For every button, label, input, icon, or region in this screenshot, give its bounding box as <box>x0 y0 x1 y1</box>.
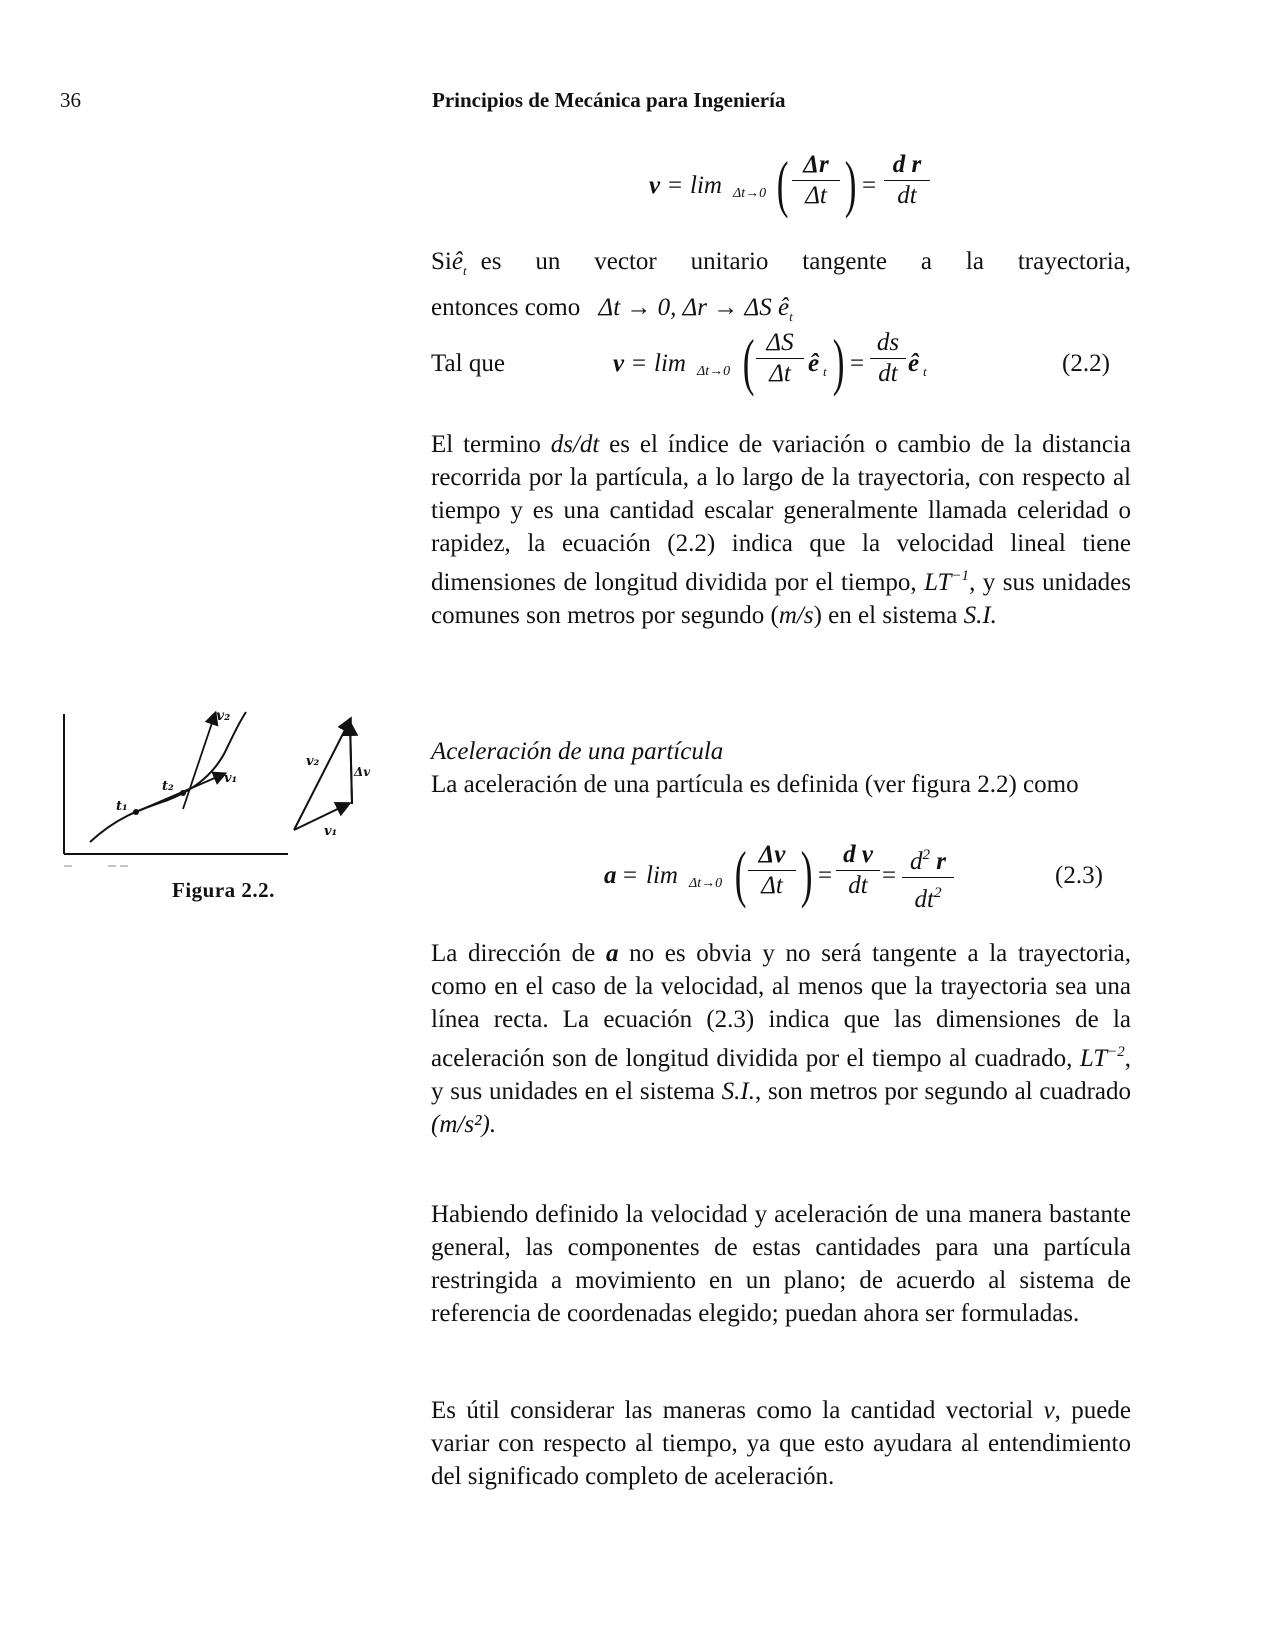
p1-line2: entonces como <box>431 294 581 321</box>
figure-caption: Figura 2.2. <box>172 878 275 902</box>
label-v2-top: v₂ <box>216 708 231 724</box>
eq3-lim: lim <box>646 862 678 889</box>
p5-text-b: , puede variar con respecto al tiempo, ya que esto ayudara al entendimiento del significado completo de aceleración. <box>431 1397 1131 1490</box>
p3-text-a: La dirección de <box>431 940 606 967</box>
label-v2-tri: v₂ <box>306 754 320 769</box>
p3-text-c: , y sus unidades en el sistema <box>431 1045 1131 1105</box>
label-v1: v₁ <box>224 771 238 786</box>
p3-text-d: , son metros por segundo al cuadrado <box>754 1078 1132 1105</box>
eq3-den: Δt <box>761 872 783 899</box>
eq1-den: Δt <box>805 182 827 209</box>
p1-si: Si <box>431 248 452 275</box>
eq2-mid-sub: t <box>823 364 827 379</box>
page-number: 36 <box>60 88 81 112</box>
eq2-rhs-num: ds <box>870 328 906 359</box>
vector-v1 <box>136 774 224 812</box>
p3-lt: LT <box>1079 1045 1108 1072</box>
eq3-rhs-num: $d^2$ r <box>902 840 954 878</box>
p2-lt-exp: −1 <box>951 568 970 584</box>
p2-text-c: , y sus unidades comunes son metros por segundo ( <box>431 569 1132 629</box>
label-t2: t₂ <box>162 779 174 794</box>
paragraph-unit-tangent <box>431 245 1131 333</box>
eq2-num: ΔS <box>756 328 804 359</box>
p5-v-symbol: v <box>1043 1397 1055 1424</box>
eq2-lim: lim <box>654 350 686 377</box>
running-header: Principios de Mecánica para Ingeniería <box>432 88 786 112</box>
eq2-rhs-den: dt <box>878 360 898 387</box>
eq3-lhs: a <box>604 862 617 889</box>
label-t1: t₁ <box>116 799 128 814</box>
eq1-lim-sub: Δt→0 <box>733 186 767 201</box>
eq2-den: Δt <box>769 360 791 387</box>
paragraph-components <box>431 1198 1131 1330</box>
figure-2-2 <box>56 700 406 870</box>
eq3-lim-sub: Δt→0 <box>689 876 723 891</box>
p3-text-b: no es obvia y no será tangente a la trayectoria, como en el caso de la velocidad, al menos que la trayectoria sea una línea recta. La ecuación (2.3) indica que las dimensiones de la aceleración son de longitud dividida por el tiempo al cuadrado, <box>431 940 1132 1072</box>
p2-text-a: El termino <box>431 431 551 458</box>
trajectory-curve <box>90 712 246 842</box>
p4-text: Habiendo definido la velocidad y aceleración de una manera bastante general, las componentes de estas cantidades para una partícula restringida a movimiento en un plano; de acuerdo al sistema de referencia de coordenadas elegido; puedan ahora ser formuladas. <box>431 1201 1131 1327</box>
section-acceleration <box>431 735 1131 801</box>
p2-text-d: ) en el sistema <box>813 602 964 629</box>
p3-lt-exp: −2 <box>1107 1044 1125 1060</box>
eq2-lhs: v <box>613 350 625 377</box>
p2-text-b: es el índice de variación o cambio de la distancia recorrida por la partícula, a lo largo de la trayectoria, con respecto al tiempo y es una cantidad escalar generalmente llamada celeridad o rapidez, la ecuación (2.2) indica que la velocidad lineal tiene dimensiones de longitud dividida por el tiempo, <box>431 431 1131 596</box>
eq2-label: Tal que <box>431 350 505 377</box>
eq2-number: (2.2) <box>1062 350 1110 377</box>
eq1-rhs-den: dt <box>897 182 917 209</box>
p1-limit-sub: t <box>789 309 793 324</box>
p3-si: S.I. <box>721 1078 755 1105</box>
vector-v2 <box>183 714 215 809</box>
p3-units: (m/s²). <box>431 1111 497 1138</box>
eq1-num: Δr <box>792 150 840 181</box>
eq1-rhs-num: d r <box>884 150 930 181</box>
section-intro: La aceleración de una partícula es definida (ver figura 2.2) como <box>431 771 1079 798</box>
eq1-lhs: v <box>649 172 661 199</box>
p5-text-a: Es útil considerar las maneras como la cantidad vectorial <box>431 1397 1044 1424</box>
triangle-v1 <box>294 804 348 830</box>
paragraph-speed <box>431 428 1131 632</box>
p1-limit-math: Δt → 0, Δr → ΔS ê <box>598 294 790 321</box>
triangle-v2 <box>294 720 350 830</box>
eq2-mid: ê <box>808 350 820 377</box>
paragraph-vector-variation <box>431 1394 1131 1493</box>
p2-lt: LT <box>924 569 952 596</box>
paragraph-acceleration-direction <box>431 937 1131 1141</box>
eq3-num: Δv <box>748 840 796 871</box>
label-dv: Δv <box>354 765 371 779</box>
eq3-rhs-den: $dt^2$ <box>914 885 942 913</box>
eq2-rhs: ê <box>908 350 920 377</box>
eq3-number: (2.3) <box>1055 862 1103 889</box>
section-heading: Aceleración de una partícula <box>431 738 724 765</box>
et-symbol: $ê_t$ <box>451 248 467 278</box>
p2-si: S.I. <box>963 602 997 629</box>
eq2-rhs-sub: t <box>923 364 927 379</box>
label-v1-tri: v₁ <box>324 824 338 839</box>
p2-units: m/s <box>778 602 814 629</box>
eq3-mid-num: d v <box>836 840 880 871</box>
eq2-lim-sub: Δt→0 <box>697 364 731 379</box>
eq1-lim: lim <box>690 172 722 199</box>
p3-a-symbol: a <box>605 940 619 967</box>
eq3-mid-den: dt <box>848 872 868 899</box>
p2-ds-dt: ds/dt <box>550 431 600 458</box>
p1-line1: es un vector unitario tangente a la trayectoria, <box>480 248 1131 275</box>
